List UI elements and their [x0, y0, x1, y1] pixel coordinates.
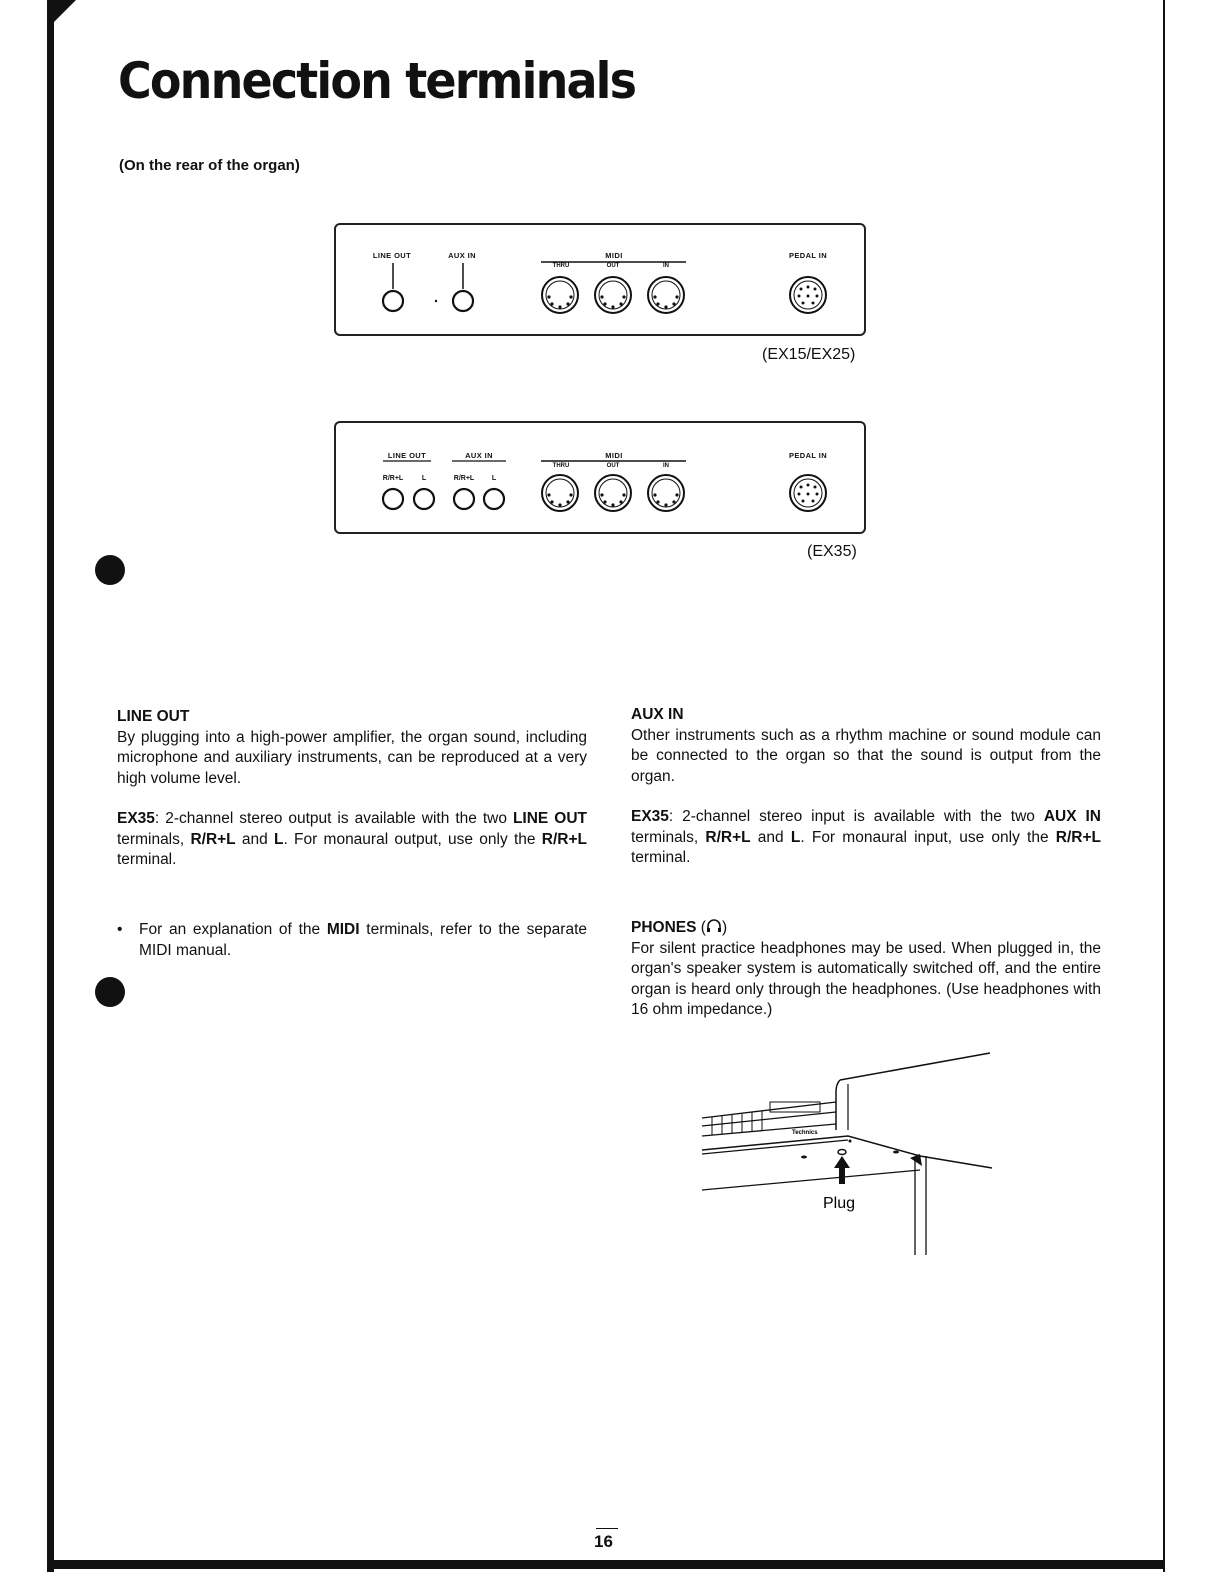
midi-out-label: OUT [606, 263, 620, 269]
aux-in-body: Other instruments such as a rhythm machine or sound module can be connected to the organ so that the sound is output from the organ. [631, 726, 1101, 785]
panel-b-caption: (EX35) [807, 543, 857, 560]
midi-label: MIDI [605, 451, 623, 460]
rear-panel-ex35 [334, 421, 866, 534]
midi-note-text: For an explanation of the MIDI terminals, refer to the separate MIDI manual. [139, 921, 587, 959]
aux-in-l-jack-label: L [491, 475, 497, 482]
page-number-rule [596, 1528, 618, 1529]
midi-out-jack [595, 277, 631, 313]
pedal-in-jack [790, 277, 826, 313]
rear-panel-ex15-ex25 [334, 223, 866, 336]
line-out-label: LINE OUT [387, 451, 427, 460]
pedal-in-label: PEDAL IN [788, 451, 828, 460]
phones-heading: PHONES ( ) [631, 919, 728, 936]
line-out-r-jack-label: R/R+L [382, 475, 404, 482]
midi-in-label: IN [663, 263, 669, 269]
line-out-ex35-note: EX35: 2-channel stereo output is available with the two LINE OUT terminals, R/R+L and L. For monaural output, use only the R/R+L terminal. [117, 810, 587, 868]
panel-a-jacks [336, 225, 864, 334]
phones-body: For silent practice headphones may be used. When plugged in, the organ's speaker system is automatically switched off, and the entire organ is heard only through the headphones. (Use headphones with 16 ohm impedance.) [631, 939, 1101, 1018]
page-subtitle: (On the rear of the organ) [119, 157, 300, 174]
midi-in-jack [648, 475, 684, 511]
punch-hole-upper [95, 555, 125, 585]
pedal-in-label: PEDAL IN [788, 251, 828, 260]
left-column [117, 707, 587, 871]
aux-in-label: AUX IN [465, 451, 493, 460]
line-out-body: By plugging into a high-power amplifier, the organ sound, including microphone and auxiliary instruments, can be reproduced at a very high volume level. [117, 728, 587, 787]
aux-in-label: AUX IN [448, 251, 476, 260]
midi-out-jack [595, 475, 631, 511]
aux-in-jack [453, 291, 473, 311]
panel-b-jacks [336, 423, 864, 532]
panel-a-caption: (EX15/EX25) [762, 346, 856, 363]
aux-in-heading: AUX IN [631, 706, 684, 723]
midi-thru-jack [542, 277, 578, 313]
aux-in-r-jack [454, 489, 474, 509]
midi-thru-label: THRU [552, 463, 570, 469]
page-title: Connection terminals [118, 52, 636, 110]
line-out-heading: LINE OUT [117, 708, 190, 725]
line-out-label: LINE OUT [372, 251, 412, 260]
midi-in-label: IN [663, 463, 669, 469]
arrow-up-icon [834, 1156, 850, 1184]
page-border-left [47, 0, 54, 1572]
midi-label: MIDI [605, 251, 623, 260]
aux-in-ex35-note: EX35: 2-channel stereo input is available with the two AUX IN terminals, R/R+L and L. For monaural input, use only the R/R+L terminal. [631, 808, 1101, 866]
plug-label: Plug [822, 1195, 856, 1212]
bullet-icon: • [117, 921, 123, 938]
midi-out-label: OUT [606, 463, 620, 469]
aux-in-r-jack-label: R/R+L [453, 475, 475, 482]
midi-thru-jack [542, 475, 578, 511]
phones-section [631, 918, 1101, 1021]
punch-hole-lower [95, 977, 125, 1007]
midi-thru-label: THRU [552, 263, 570, 269]
midi-in-jack [648, 277, 684, 313]
line-out-l-jack [414, 489, 434, 509]
page-number: 16 [594, 1532, 613, 1551]
phones-jack [838, 1150, 846, 1155]
brand-label: Technics [792, 1130, 818, 1136]
aux-in-l-jack [484, 489, 504, 509]
line-out-l-jack-label: L [421, 475, 427, 482]
line-out-r-jack [383, 489, 403, 509]
headphone-plug-illustration [700, 1050, 1000, 1260]
headphones-icon [706, 918, 722, 934]
midi-note [117, 920, 587, 961]
page-border-bottom [47, 1560, 1165, 1569]
right-column [631, 705, 1101, 869]
pedal-in-jack [790, 475, 826, 511]
line-out-jack [383, 291, 403, 311]
page-border-right [1163, 0, 1165, 1572]
page-corner-mark [54, 0, 76, 22]
